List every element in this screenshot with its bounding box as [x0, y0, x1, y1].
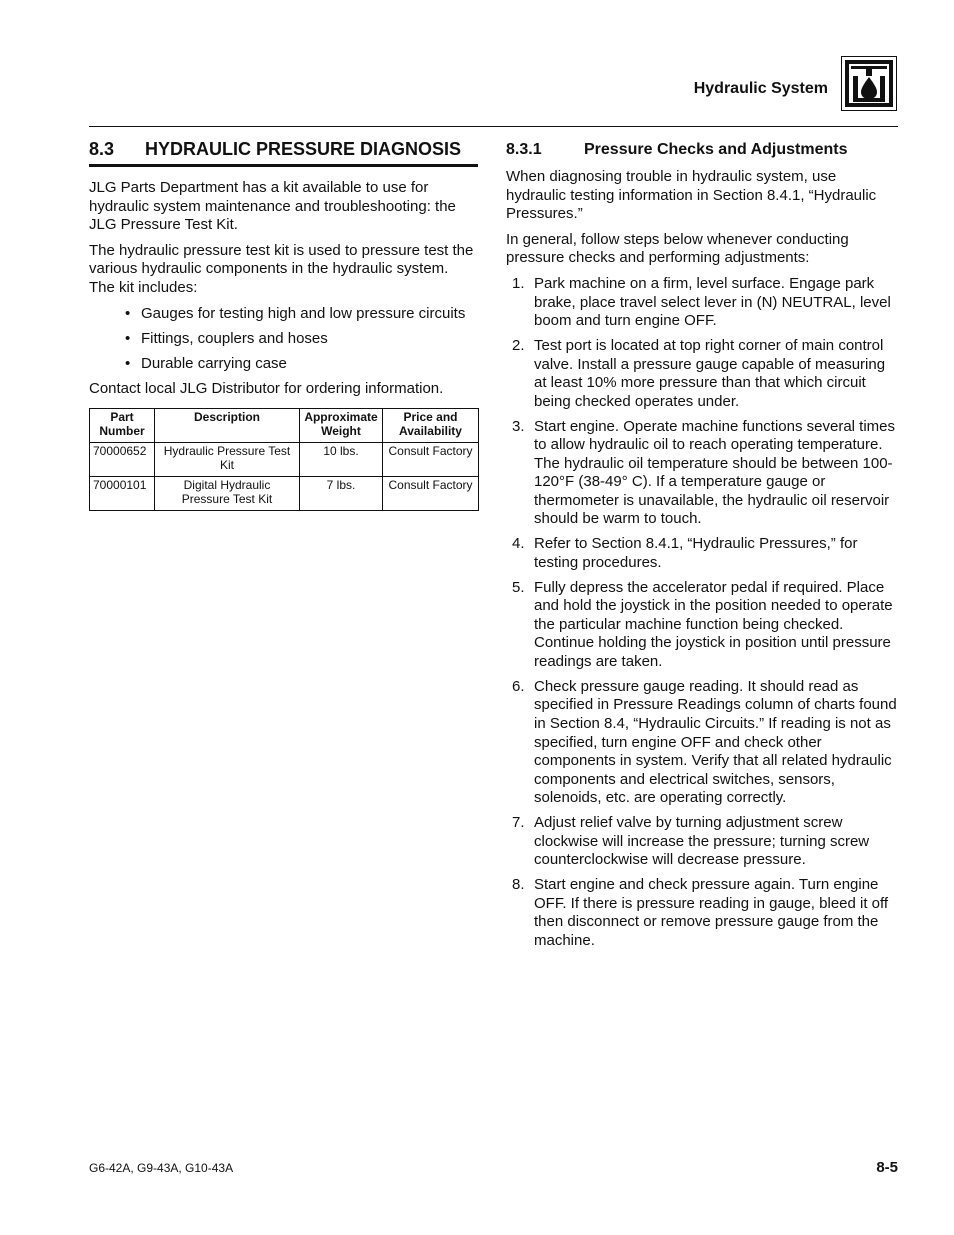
step-text: Test port is located at top right corner of main control valve. Install a pressure gauge capable of measuring at least 10% more pressure than that which circuit being checked operates under.: [534, 336, 886, 410]
step-number: 8.: [512, 876, 525, 894]
section-number: 8.3: [89, 139, 115, 159]
column-header: Part Number: [90, 409, 155, 443]
list-item: • Fittings, couplers and hoses: [125, 329, 328, 347]
kit-paragraph: The hydraulic pressure test kit is used to pressure test the various hydraulic components in the hydraulic system. The kit includes:: [89, 241, 474, 296]
subsection-number: 8.3.1: [506, 141, 542, 158]
bullet-glyph: •: [125, 329, 131, 347]
step-number: 3.: [512, 417, 525, 435]
subsection-heading: [506, 140, 898, 160]
table-cell: Hydraulic Pressure Test Kit: [155, 443, 300, 477]
footer-models: G6-42A, G9-43A, G10-43A: [89, 1161, 234, 1175]
table-cell: 10 lbs.: [300, 443, 383, 477]
step-text: Refer to Section 8.4.1, “Hydraulic Pressures,” for testing procedures.: [534, 535, 858, 571]
table-cell: 70000652: [90, 443, 155, 477]
general-paragraph: In general, follow steps below whenever conducting pressure checks and performing adjustments:: [506, 230, 849, 267]
step-text: Park machine on a firm, level surface. Engage park brake, place travel select lever in (N) NEUTRAL, level boom and turn engine OFF.: [534, 274, 891, 330]
list-item: [506, 275, 898, 331]
section-heading: [89, 138, 478, 167]
step-text: Fully depress the accelerator pedal if required. Place and hold the joystick in the position needed to operate the particular machine function being checked. Continue holding the joystick in position until pressure readings are taken.: [534, 578, 893, 670]
list-item: [506, 678, 898, 808]
header-title: Hydraulic System: [693, 80, 828, 97]
list-item: [506, 876, 898, 950]
step-text: Adjust relief valve by turning adjustment screw clockwise will increase the pressure; turning screw counterclockwise will decrease pressure.: [534, 814, 870, 869]
ordering-paragraph: Contact local JLG Distributor for ordering information.: [89, 379, 444, 397]
column-header: Description: [155, 409, 300, 443]
step-text: Start engine and check pressure again. Turn engine OFF. If there is pressure reading in gauge, bleed it off then disconnect or remove pressure gauge from the machine.: [534, 876, 889, 949]
table-cell: 7 lbs.: [300, 477, 383, 511]
subsection-title: Pressure Checks and Adjustments: [584, 141, 848, 158]
column-header: Price and Availability: [383, 409, 479, 443]
left-column: [89, 138, 478, 511]
step-number: 5.: [512, 578, 525, 596]
step-number: 1.: [512, 274, 525, 292]
table-cell: 70000101: [90, 477, 155, 511]
bullet-glyph: •: [125, 354, 131, 372]
list-item: [506, 814, 898, 870]
step-text: Start engine. Operate machine functions several times to allow hydraulic oil to reach operating temperature. The hydraulic oil temperature should be between 100-120°F (38-49° C). If a temperature gauge or thermometer is unavailable, the hydraulic oil reservoir should be warm to touch.: [534, 417, 896, 528]
table-row: [90, 477, 479, 511]
table-cell: Consult Factory: [383, 443, 479, 477]
step-number: 7.: [512, 814, 525, 832]
step-text: Check pressure gauge reading. It should read as specified in Pressure Readings column of charts found in Section 8.4, “Hydraulic Circuits.” If reading is not as specified, turn engine OFF and check other components in system. Verify that all related hydraulic components and electrical switches, sensors, solenoids, etc. are operating correctly.: [534, 677, 897, 807]
intro-paragraph: JLG Parts Department has a kit available to use for hydraulic system maintenance and troubleshooting: the JLG Pressure Test Kit.: [89, 179, 456, 234]
list-item: [506, 418, 898, 530]
step-number: 4.: [512, 535, 525, 553]
table-header-row: [90, 409, 479, 443]
test-kit-table: [89, 408, 479, 511]
section-title: HYDRAULIC PRESSURE DIAGNOSIS: [145, 139, 462, 159]
step-number: 6.: [512, 677, 525, 695]
step-number: 2.: [512, 336, 525, 354]
list-item: [506, 535, 898, 572]
page-number: 8-5: [876, 1159, 898, 1176]
list-item: [506, 337, 898, 411]
right-column: [506, 139, 898, 957]
diagnosis-paragraph: When diagnosing trouble in hydraulic system, use hydraulic testing information in Section 8.4.1, “Hydraulic Pressures.”: [506, 168, 877, 223]
bullet-glyph: •: [125, 304, 131, 322]
hydraulic-system-icon: [841, 56, 897, 111]
header-rule: [89, 126, 898, 127]
kit-contents-list: [89, 305, 478, 374]
list-item: • Gauges for testing high and low pressure circuits: [125, 304, 466, 322]
list-item: [506, 579, 898, 672]
table-cell: Consult Factory: [383, 477, 479, 511]
column-header: Approximate Weight: [300, 409, 383, 443]
table-cell: Digital Hydraulic Pressure Test Kit: [155, 477, 300, 511]
list-item: • Durable carrying case: [125, 354, 287, 372]
table-row: [90, 443, 479, 477]
procedure-steps: [506, 275, 898, 951]
